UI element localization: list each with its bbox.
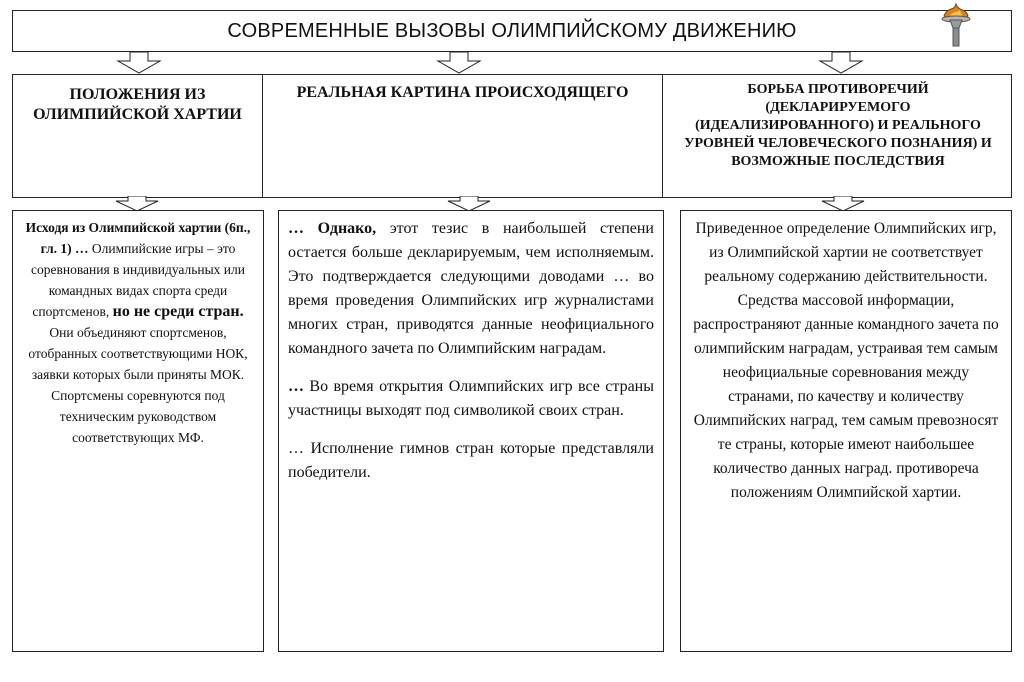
charter-provisions-box [12,210,264,652]
down-arrow-icon [818,52,864,74]
real-picture-paragraph-1 [288,217,654,361]
header-charter-provisions: ПОЛОЖЕНИЯ ИЗ ОЛИМПИЙСКОЙ ХАРТИИ [13,75,263,197]
paragraph-lead: … Однако, [288,220,377,237]
paragraph-text: Во время открытия Олимпийских игр все страны участницы выходят под символикой своих стран. [288,378,654,419]
contradictions-box [680,210,1012,652]
paragraph-lead: … [288,378,304,395]
header-row [12,74,1012,198]
real-picture-paragraph-2 [288,375,654,423]
charter-emphasis: но не среди стран. [112,303,244,320]
down-arrow-icon [116,52,162,74]
down-arrow-icon [436,52,482,74]
contradictions-text: Приведенное определение Олимпийских игр, из Олимпийской хартии не соответствует реальному содержанию действительности. Средства массовой информации, распространяют данные командного зачета по олимпийским наградам, устраивая тем самым неофициальные соревнования между странами, по качеству и количеству Олимпийских наград, тем самым превозносят те страны, которые имеют наибольшее количество данных наград. противореча положениям Олимпийской хартии. [693,220,999,501]
real-picture-paragraph-3: … Исполнение гимнов стран которые представляли победители. [288,440,654,481]
charter-text-a: Олимпийские игры – это соревнования в индивидуальных или командных видах спорта среди спортсменов, [31,241,245,319]
title-box [12,10,1012,52]
header-contradictions: БОРЬБА ПРОТИВОРЕЧИЙ (ДЕКЛАРИРУЕМОГО (ИДЕАЛИЗИРОВАННОГО) И РЕАЛЬНОГО УРОВНЕЙ ЧЕЛОВЕЧЕСКОГО ПОЗНАНИЯ) И ВОЗМОЖНЫЕ ПОСЛЕДСТВИЯ [684,82,992,169]
charter-lead: Исходя из Олимпийской хартии (6п., гл. 1) … [25,220,251,256]
paragraph-text: этот тезис в наибольшей степени остается больше декларируемым, чем исполняемым. Это подтверждается следующими доводами … во время проведения Олимпийских игр журналистами многих стран, приводятся данные неофициального командного зачета по Олимпийским наградам. [288,220,654,357]
diagram-title: СОВРЕМЕННЫЕ ВЫЗОВЫ ОЛИМПИЙСКОМУ ДВИЖЕНИЮ [227,19,797,42]
olympic-torch-icon [930,2,980,52]
real-picture-box [278,210,664,652]
header-real-picture: РЕАЛЬНАЯ КАРТИНА ПРОИСХОДЯЩЕГО [263,75,663,197]
charter-text-c: Они объединяют спортсменов, отобранных соответствующими НОК, заявки которых были приняты МОК. Спортсмены соревнуются под техническим руководством соответствующих МФ. [28,325,248,445]
